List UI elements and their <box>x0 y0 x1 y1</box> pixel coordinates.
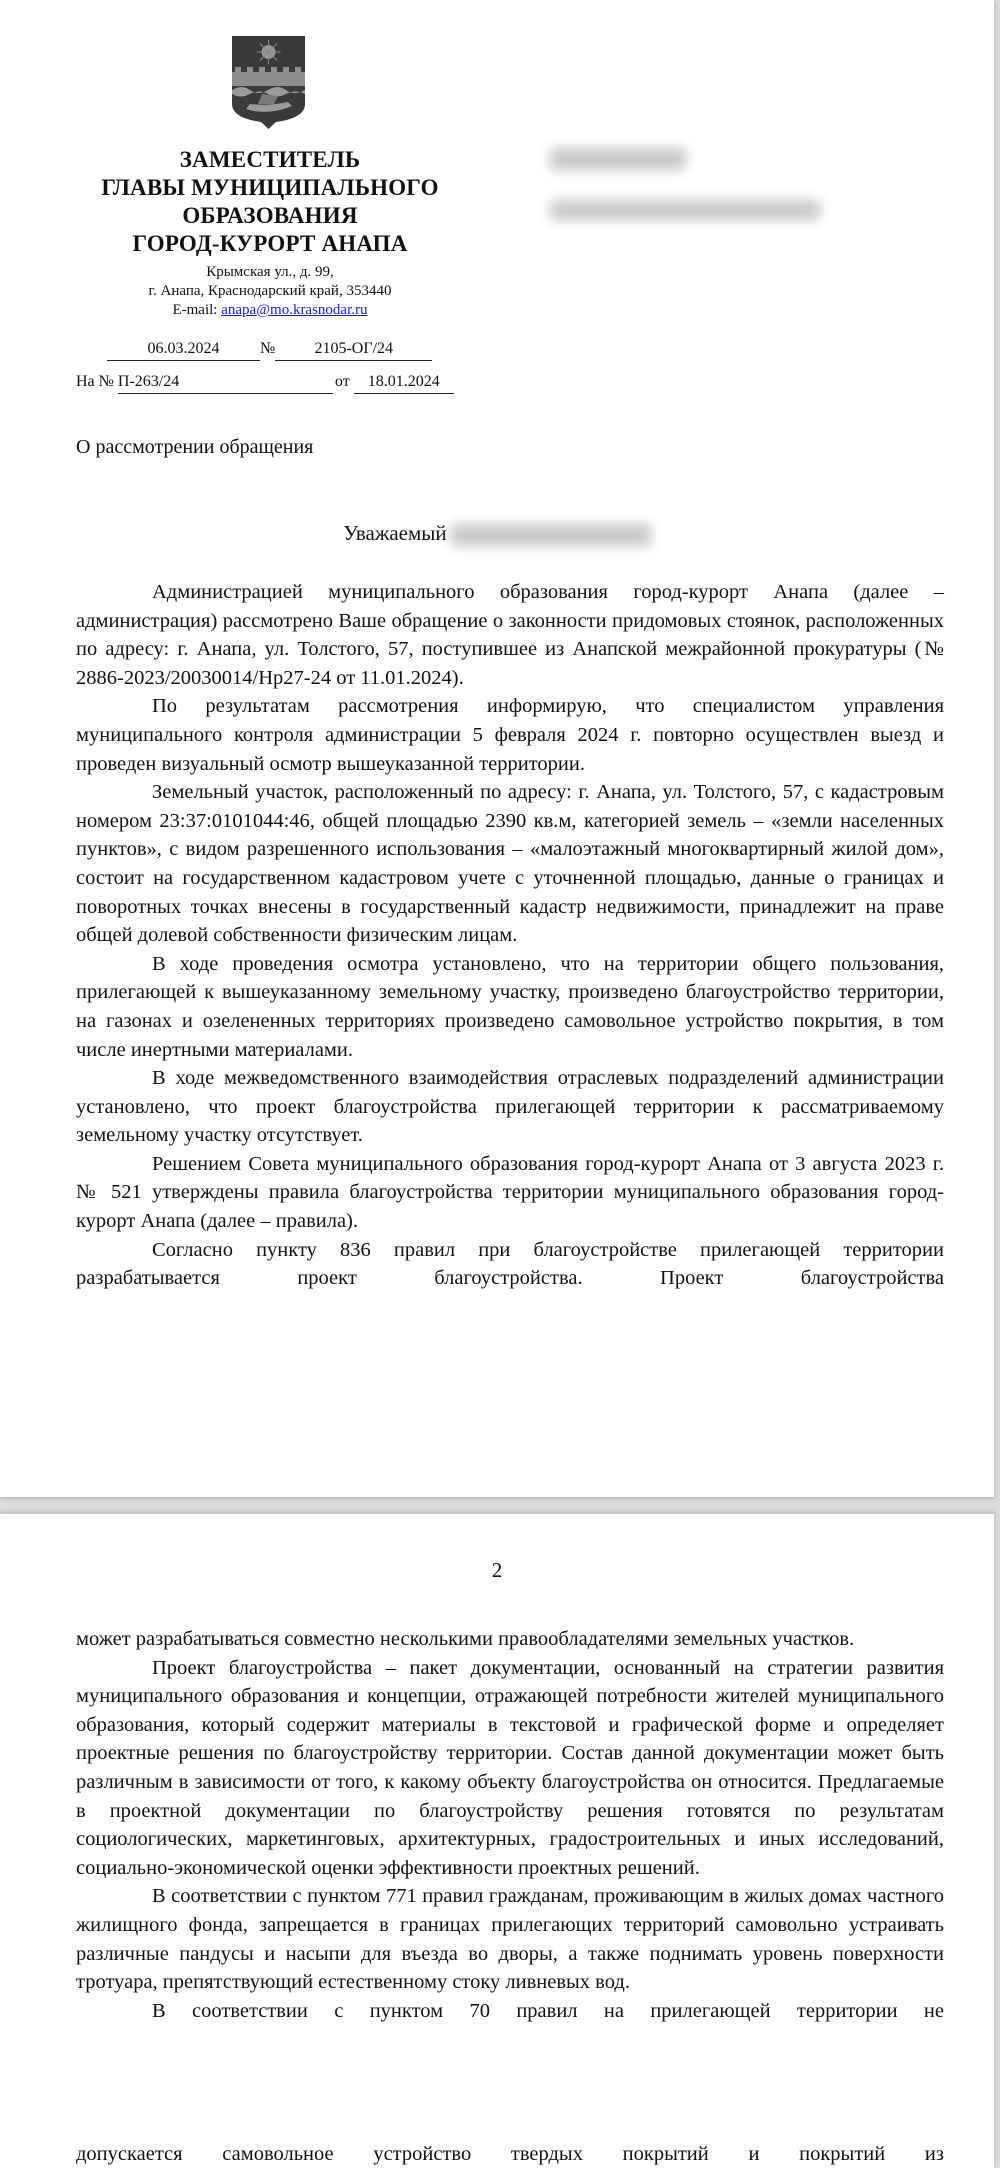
page-number: 2 <box>491 1558 503 1582</box>
address-line: Крымская ул., д. 99, <box>206 264 334 280</box>
recipient-name-redacted <box>550 148 686 175</box>
paragraph: может разрабатываться совместно несколькими правообладателями земельных участков. <box>76 1628 855 1650</box>
sender-block <box>60 146 480 320</box>
outgoing-registration <box>107 340 432 361</box>
paragraph: В ходе межведомственного взаимодействия отраслевых подразделений администрации установлено, что проект благоустройства прилегающей территории к рассматриваемому земельному участку отсутствует. <box>76 1067 944 1147</box>
paragraph: Администрацией муниципального образования город-курорт Анапа (далее – администрация) рассмотрено Ваше обращение о законности придомовых стоянок, расположенных по адресу: г. Анапа, ул. Толстого, 57, поступившее из Анапской межрайонной прокуратуры (№ 2886-2023/20030014/Нр27-24 от 11.01.2024). <box>76 581 944 689</box>
paragraph: В ходе проведения осмотра установлено, что на территории общего пользования, прилегающей к вышеуказанному земельному участку, произведено благоустройство территории, на газонах и озелененных территориях произведено самовольное устройство покрытия, в том числе инертными материалами. <box>76 952 944 1061</box>
org-title-line: ГЛАВЫ МУНИЦИПАЛЬНОГО <box>101 175 439 200</box>
reply-to-date: 18.01.2024 <box>354 373 454 394</box>
anapa-coat-of-arms-icon <box>230 34 307 130</box>
paragraph: Земельный участок, расположенный по адресу: г. Анапа, ул. Толстого, 57, с кадастровым номером 23:37:0101044:46, общей площадью 2390 кв.м, категорией земель – «земли населенных пунктов», с видом разрешенного использования – «малоэтажный многоквартирный жилой дом», состоит на государственном кадастровом учете с уточненной площадью, данные о границах и поворотных точках внесены в государственный кадастр недвижимости, принадлежит на праве общей долевой собственности физическим лицам. <box>76 781 944 947</box>
org-title-line: ЗАМЕСТИТЕЛЬ <box>179 147 361 172</box>
paragraph: Согласно пункту 836 правил при благоустройстве прилегающей территории разрабатывается проект благоустройства. Проект благоустройства <box>76 1238 944 1290</box>
paragraph: По результатам рассмотрения информирую, что специалистом управления муниципального контроля администрации 5 февраля 2024 г. повторно осуществлен выезд и проведен визуальный осмотр вышеуказанной территории. <box>76 695 944 775</box>
address-line: г. Анапа, Краснодарский край, 353440 <box>148 283 392 299</box>
org-title-line: ОБРАЗОВАНИЯ <box>182 203 358 228</box>
recipient-email-redacted <box>550 200 820 225</box>
paragraph: В соответствии с пунктом 771 правил гражданам, проживающим в жилых домах частного жилищного фонда, запрещается в границах прилегающих территорий самовольно устраивать различные пандусы и насыпи для въезда во дворы, а также поднимать уровень поверхности тротуара, препятствующий естественному стоку ливневых вод. <box>76 1885 944 1994</box>
org-title-line: ГОРОД-КУРОРТ АНАПА <box>132 231 408 256</box>
cut-off-line: допускается самовольное устройство твердых покрытий и покрытий из <box>76 2143 944 2165</box>
from-label: от <box>334 373 350 390</box>
greeting-name-redacted <box>451 524 651 546</box>
letter-subject: О рассмотрении обращения <box>76 436 314 458</box>
number-sign: № <box>260 340 276 357</box>
greeting <box>0 521 994 546</box>
letter-body-page-1 <box>76 578 944 1293</box>
reply-to-label: На № <box>76 373 114 390</box>
incoming-reference <box>76 373 454 394</box>
email-link[interactable]: anapa@mo.krasnodar.ru <box>221 302 368 318</box>
greeting-word: Уважаемый <box>343 521 447 545</box>
reply-to-number: П-263/24 <box>118 373 333 394</box>
paragraph: Проект благоустройства – пакет документации, основанный на стратегии развития муниципального образования и концепции, отражающей потребности жителей муниципального образования, который содержит материалы в текстовой и графической форме и определяет проектные решения по благоустройству территории. Состав данной документации может быть различным в зависимости от того, к какому объекту благоустройства он относится. Предлагаемые в проектной документации по благоустройству решения готовятся по результатам социологических, маркетинговых, архитектурных, градостроительных и иных исследований, социально-экономической оценки эффективности проектных решений. <box>76 1656 944 1879</box>
outgoing-number: 2105-ОГ/24 <box>275 340 432 361</box>
outgoing-date: 06.03.2024 <box>107 340 260 361</box>
paragraph: Решением Совета муниципального образования город-курорт Анапа от 3 августа 2023 г. № 521 утверждены правила благоустройства территории муниципального образования город-курорт Анапа (далее – правила). <box>76 1152 944 1233</box>
letter-body-page-2 <box>76 1625 944 2025</box>
email-label: E-mail: <box>172 302 222 318</box>
paragraph: В соответствии с пунктом 70 правил на прилегающей территории не <box>152 1999 944 2022</box>
